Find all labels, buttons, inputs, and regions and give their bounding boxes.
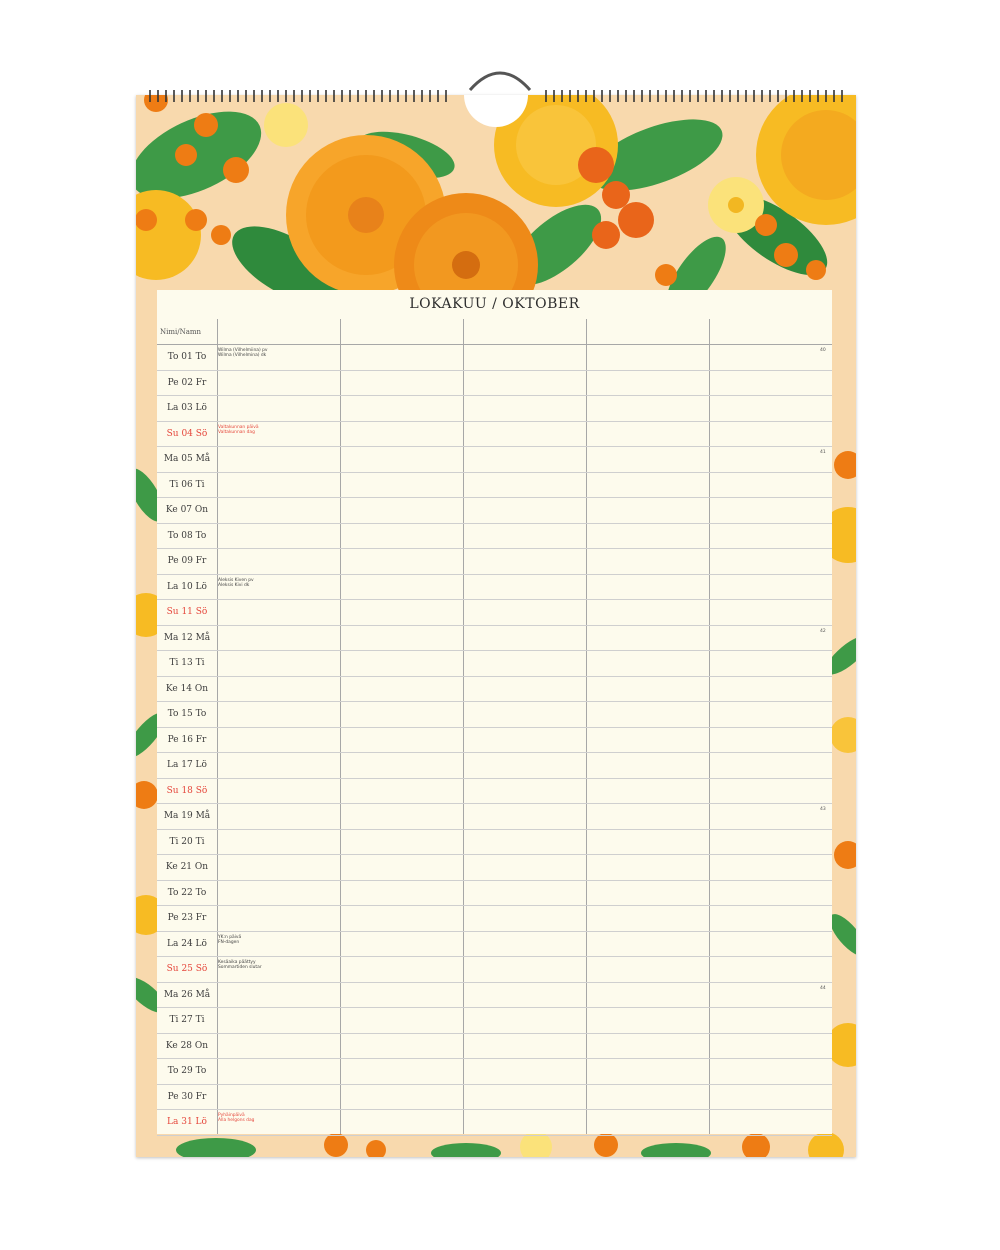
day-note-line: Valtakunnan dag bbox=[218, 429, 255, 435]
day-row[interactable] bbox=[157, 804, 832, 830]
day-label: To 29 To bbox=[167, 1066, 207, 1076]
day-label: Ke 21 On bbox=[165, 862, 209, 872]
day-row[interactable] bbox=[157, 473, 832, 499]
day-label: Ma 19 Må bbox=[163, 811, 211, 821]
day-label: To 15 To bbox=[167, 709, 207, 719]
day-note bbox=[218, 935, 241, 945]
week-number: 42 bbox=[820, 628, 826, 634]
planner-sheet bbox=[157, 290, 832, 1134]
day-row[interactable] bbox=[157, 881, 832, 907]
week-number: 41 bbox=[820, 450, 826, 455]
day-row[interactable] bbox=[157, 575, 832, 601]
day-note-line: FN-dagen bbox=[218, 939, 240, 945]
day-row[interactable] bbox=[157, 447, 832, 473]
day-label: La 24 Lö bbox=[167, 938, 207, 949]
day-note-line: YK:n päivä bbox=[218, 934, 242, 940]
day-label: To 08 To bbox=[167, 530, 207, 541]
day-note-line: Kesäaika päättyy bbox=[218, 960, 256, 965]
day-label: Ma 26 Må bbox=[163, 989, 211, 1000]
day-row[interactable] bbox=[157, 1085, 832, 1111]
day-label: Pe 23 Fr bbox=[167, 913, 207, 923]
day-row[interactable] bbox=[157, 396, 832, 422]
day-label: Ma 12 Må bbox=[163, 632, 211, 643]
day-row[interactable] bbox=[157, 677, 832, 703]
day-row[interactable] bbox=[157, 957, 832, 983]
day-label: Ma 05 Må bbox=[163, 454, 211, 464]
day-note bbox=[218, 1113, 254, 1123]
day-row[interactable] bbox=[157, 1059, 832, 1085]
day-label: To 22 To bbox=[167, 887, 207, 898]
day-label: Su 04 Sö bbox=[166, 428, 208, 439]
day-note-line: Aleksis Kiven pv bbox=[218, 577, 254, 583]
day-note bbox=[218, 348, 268, 358]
day-row[interactable] bbox=[157, 651, 832, 677]
day-label: La 10 Lö bbox=[167, 581, 207, 592]
day-row[interactable] bbox=[157, 371, 832, 397]
day-row[interactable] bbox=[157, 753, 832, 779]
day-label: La 17 Lö bbox=[167, 760, 207, 770]
day-note bbox=[218, 578, 254, 588]
row-rule bbox=[157, 1135, 832, 1136]
week-number: 40 bbox=[820, 348, 826, 353]
day-label: To 01 To bbox=[167, 352, 207, 362]
day-note-line: Sommartiden slutar bbox=[218, 965, 262, 971]
day-row[interactable] bbox=[157, 1034, 832, 1060]
day-row[interactable] bbox=[157, 779, 832, 805]
day-note-line: Wilma (Vilhelmina) dk bbox=[218, 353, 267, 359]
day-label: Ti 06 Ti bbox=[169, 479, 205, 490]
day-label: La 03 Lö bbox=[167, 403, 207, 413]
day-row[interactable] bbox=[157, 524, 832, 550]
day-row[interactable] bbox=[157, 855, 832, 881]
day-row[interactable] bbox=[157, 626, 832, 652]
day-label: Ti 13 Ti bbox=[169, 658, 205, 668]
day-row[interactable] bbox=[157, 983, 832, 1009]
day-row[interactable] bbox=[157, 600, 832, 626]
day-row[interactable] bbox=[157, 1110, 832, 1136]
day-label: Pe 02 Fr bbox=[167, 377, 207, 388]
day-note-line: Alla helgons dag bbox=[218, 1118, 255, 1124]
day-label: Ke 07 On bbox=[165, 505, 209, 515]
day-label: Ke 28 On bbox=[165, 1040, 209, 1051]
day-label: Su 18 Sö bbox=[166, 785, 208, 796]
day-label: Ti 27 Ti bbox=[169, 1015, 205, 1025]
day-row[interactable] bbox=[157, 422, 832, 448]
day-label: Ti 20 Ti bbox=[169, 836, 205, 847]
day-note bbox=[218, 960, 262, 970]
day-row[interactable] bbox=[157, 1008, 832, 1034]
day-note-line: Aleksis Kivi dk bbox=[218, 582, 250, 588]
day-row[interactable] bbox=[157, 702, 832, 728]
day-label: La 31 Lö bbox=[167, 1117, 207, 1127]
day-note-line: Wilma (Vilhelmiina) pv bbox=[218, 348, 268, 353]
day-row[interactable] bbox=[157, 830, 832, 856]
day-row[interactable] bbox=[157, 932, 832, 958]
day-label: Su 11 Sö bbox=[166, 607, 208, 617]
day-label: Pe 09 Fr bbox=[167, 556, 207, 566]
day-row[interactable] bbox=[157, 498, 832, 524]
day-row[interactable] bbox=[157, 906, 832, 932]
day-note-line: Valtakunnan päivä bbox=[218, 424, 259, 430]
spiral-binding bbox=[136, 86, 856, 106]
day-row[interactable] bbox=[157, 549, 832, 575]
day-label: Su 25 Sö bbox=[166, 964, 208, 974]
day-row[interactable] bbox=[157, 728, 832, 754]
week-number: 44 bbox=[820, 985, 826, 991]
day-label: Pe 30 Fr bbox=[167, 1091, 207, 1102]
name-column-label: Nimi/Namn bbox=[160, 328, 202, 336]
week-number: 43 bbox=[820, 807, 826, 812]
day-note-line: Pyhäinpäivä bbox=[218, 1113, 245, 1118]
day-label: Ke 14 On bbox=[165, 683, 209, 694]
month-title: LOKAKUU / OKTOBER bbox=[409, 296, 580, 312]
day-label: Pe 16 Fr bbox=[167, 734, 207, 745]
day-note bbox=[218, 425, 259, 435]
day-row[interactable] bbox=[157, 345, 832, 371]
